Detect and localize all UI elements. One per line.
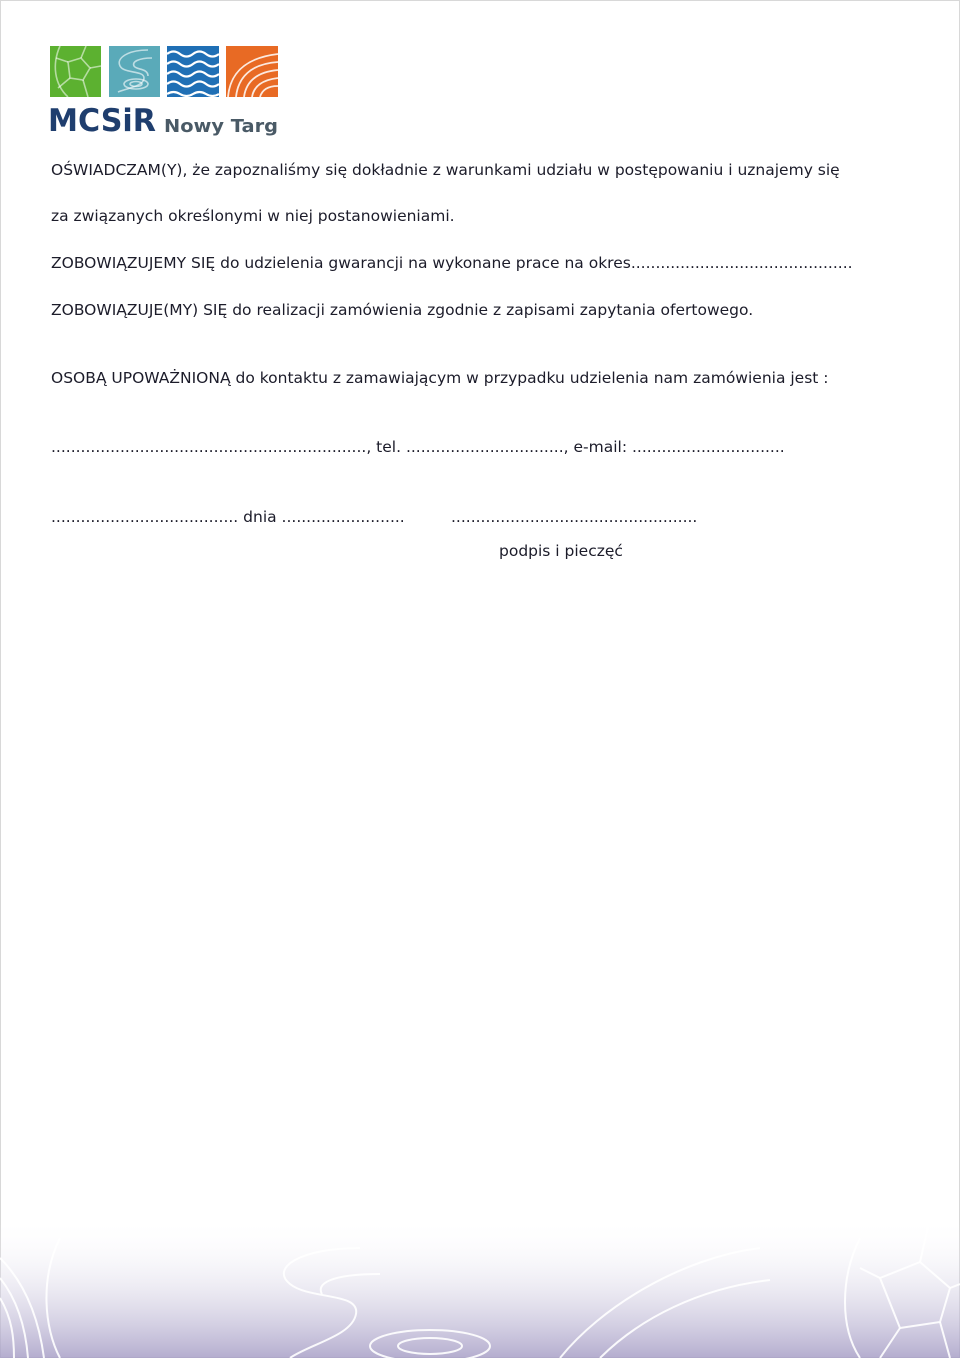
warranty-commitment: ZOBOWIĄZUJEMY SIĘ do udzielenia gwarancji na wykonane prace na okres............................................. — [51, 254, 853, 272]
logo-location: Nowy Targ — [164, 116, 278, 137]
declaration-line-2: za związanych określonymi w niej postanowieniami. — [51, 207, 455, 225]
signature-field: .................................................. — [451, 508, 698, 526]
mcsir-logo — [48, 44, 280, 138]
declaration-line-1: OŚWIADCZAM(Y), że zapoznaliśmy się dokładnie z warunkami udziału w postępowaniu i uznajemy się — [51, 161, 840, 179]
contact-fields: ................................................................, tel. ................................, e-mail: ............................... — [51, 438, 785, 456]
signature-label: podpis i pieczęć — [499, 542, 623, 560]
execution-commitment: ZOBOWIĄZUJE(MY) SIĘ do realizacji zamówienia zgodnie z zapisami zapytania ofertowego. — [51, 301, 754, 319]
logo-brand: MCSiR — [48, 103, 157, 138]
decorative-footer — [0, 1218, 960, 1358]
authorized-person-statement: OSOBĄ UPOWAŻNIONĄ do kontaktu z zamawiającym w przypadku udzielenia nam zamówienia jest : — [51, 369, 829, 387]
place-date-field: ...................................... dnia ......................... — [51, 508, 405, 526]
